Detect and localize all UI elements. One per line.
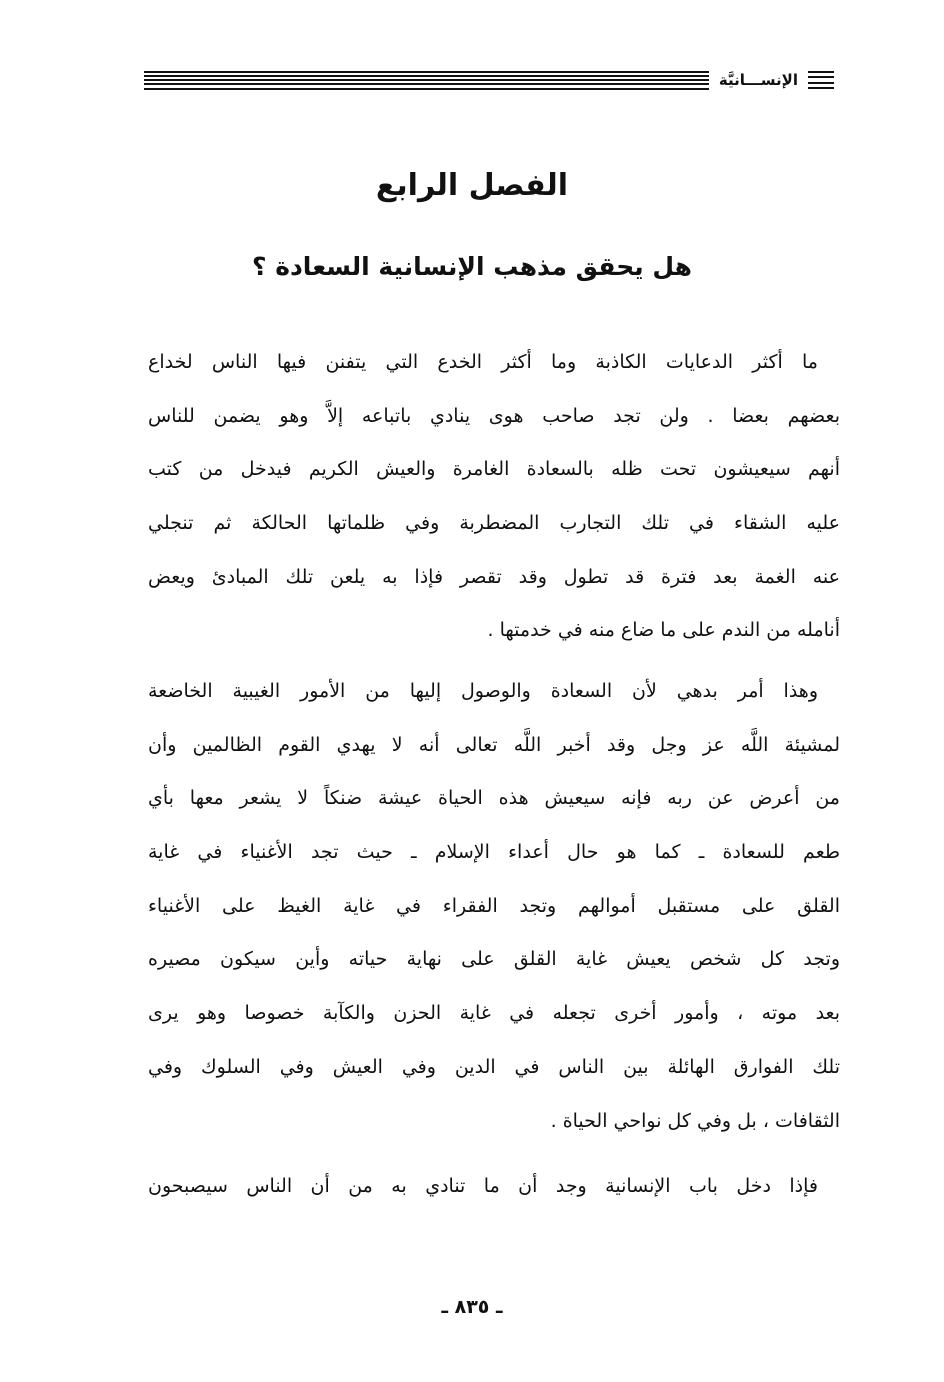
text-line: أنامله من الندم على ما ضاع منه في خدمتها . <box>487 619 840 642</box>
text-line: ما أكثر الدعايات الكاذبة وما أكثر الخدع التي يتفنن فيها الناس لخداع <box>148 351 818 373</box>
header-rule-left <box>144 71 709 90</box>
header-rule-right <box>808 71 834 90</box>
text-line: بعضهم بعضا . ولن تجد صاحب هوى ينادي باتباعه إلاَّ وهو يضمن للناس <box>148 404 840 427</box>
text-line: وتجد كل شخص يعيش غاية القلق على نهاية حياته وأين سيكون مصيره <box>148 948 840 971</box>
section-title: هل يحقق مذهب الإنسانية السعادة ؟ <box>252 252 692 281</box>
text-line: طعم للسعادة ـ كما هو حال أعداء الإسلام ـ حيث تجد الأغنياء في غاية <box>148 841 840 864</box>
text-line: لمشيئة اللَّه عز وجل وقد أخبر اللَّه تعالى أنه لا يهدي القوم الظالمين وأن <box>148 733 840 756</box>
text-line: وهذا أمر بدهي لأن السعادة والوصول إليها من الأمور الغيبية الخاضعة <box>148 680 818 702</box>
text-line: عليه الشقاء في تلك التجارب المضطربة وفي ظلماتها الحالكة ثم تنجلي <box>148 512 840 535</box>
paragraph-2 <box>148 671 840 1154</box>
text-line: أنهم سيعيشون تحت ظله بالسعادة الغامرة والعيش الكريم فيدخل من كتب <box>148 458 840 481</box>
text-line: القلق على مستقبل أموالهم وتجد الفقراء في غاية الغيظ على الأغنياء <box>148 894 840 917</box>
paragraph-1 <box>148 342 840 664</box>
text-line: الثقافات ، بل وفي كل نواحي الحياة . <box>550 1109 840 1132</box>
text-line: من أعرض عن ربه فإنه سيعيش هذه الحياة عيشة ضنكاً لا يشعر معها بأي <box>148 787 840 810</box>
paragraph-3 <box>148 1166 840 1220</box>
text-line: عنه الغمة بعد فترة قد تطول وقد تقصر فإذا به يلعن تلك المبادئ ويعض <box>148 565 840 588</box>
page-number: ـ ٨٣٥ ـ <box>441 1296 503 1318</box>
chapter-title: الفصل الرابع <box>375 168 569 203</box>
text-line: بعد موته ، وأمور أخرى تجعله في غاية الحزن والكآبة خصوصا وهو يرى <box>148 1002 840 1025</box>
text-line: فإذا دخل باب الإنسانية وجد أن ما تنادي به من أن الناس سيصبحون <box>148 1175 818 1197</box>
text-line: تلك الفوارق الهائلة بين الناس في الدين وفي العيش وفي السلوك وفي <box>148 1055 840 1078</box>
running-title: الإنســـانيَّة <box>718 71 798 89</box>
running-header <box>144 68 834 92</box>
